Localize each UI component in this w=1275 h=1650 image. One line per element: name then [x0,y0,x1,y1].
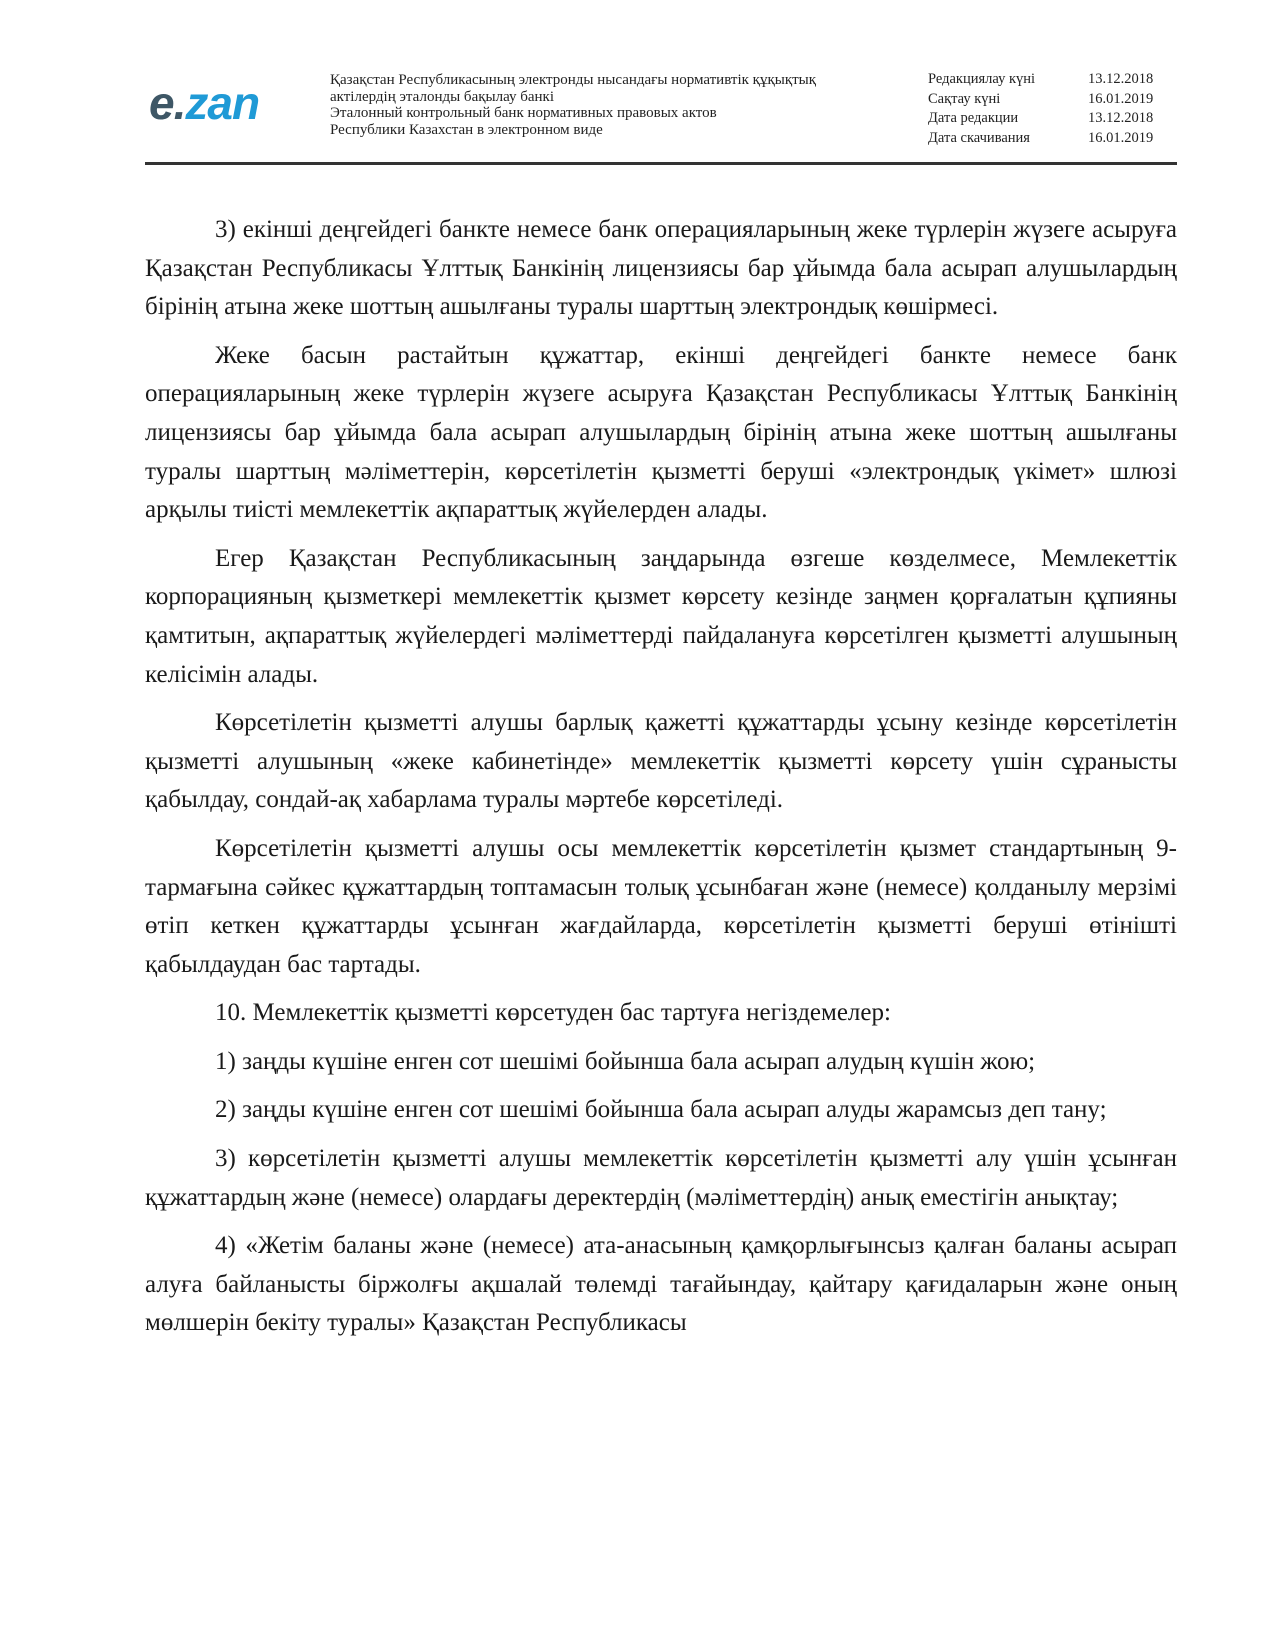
meta-row [928,109,1178,129]
header-title-line: Республики Казахстан в электронном виде [330,121,603,138]
document-header [145,66,1177,162]
meta-value: 16.01.2019 [1088,90,1154,107]
meta-label: Редакциялау күні [928,71,1036,87]
meta-label: Дата редакции [928,110,1019,126]
header-title-line: Эталонный контрольный банк нормативных правовых актов [330,105,717,121]
body-paragraph: 2) заңды күшіне енген сот шешімі бойынша бала асырап алуды жарамсыз деп тану; [215,1096,1107,1124]
body-paragraph: Егер Қазақстан Республикасының заңдарында өзгеше көзделмесе, Мемлекеттік корпорацияның қызметкері мемлекеттік қызмет көрсету кезінде заңмен қорғалатын құпияны қамтитын, ақпараттық жүйелердегі мәліметтерді пайдалануға көрсетілген қызметті алушының келісімін алады. [145,544,1177,688]
meta-value: 13.12.2018 [1088,71,1154,87]
meta-label: Сақтау күні [928,90,1001,107]
header-title [330,72,890,138]
document-body [145,211,1177,1353]
body-paragraph: Көрсетілетін қызметті алушы осы мемлекеттік көрсетілетін қызмет стандартының 9-тармағына сәйкес құжаттардың топтамасын толық ұсынбаған және (немесе) қолданылу мерзімі өтіп кеткен құжаттарды ұсынған жағдайларда, көрсетілетін қызметті беруші өтінішті қабылдаудан бас тартады. [145,834,1177,978]
body-paragraph: 3) екінші деңгейдегі банкте немесе банк операцияларының жеке түрлерін жүзеге асыруға Қазақстан Республикасы Ұлттық Банкінің лицензиясы бар ұйымда бала асырап алушылардың бірінің атына жеке шоттың ашылғаны туралы шарттың электрондық көшірмесі. [145,216,1177,321]
meta-row [928,90,1178,110]
header-title-line: Қазақстан Республикасының электронды нысандағы нормативтік құқықтық [330,72,817,88]
meta-row [928,70,1178,90]
logo-zan: zan [185,77,260,129]
ezan-logo [149,77,260,129]
body-paragraph: 4) «Жетім баланы және (немесе) ата-анасының қамқорлығынсыз қалған баланы асырап алуға байланысты біржолғы ақшалай төлемді тағайындау, қайтару қағидаларын және оның мөлшерін бекіту туралы» Қазақстан Республикасы [145,1232,1177,1337]
header-meta-table [928,70,1178,148]
logo-dot: . [173,77,186,129]
body-paragraph: 1) заңды күшіне енген сот шешімі бойынша бала асырап алудың күшін жою; [215,1047,1036,1075]
body-paragraph: Жеке басын растайтын құжаттар, екінші деңгейдегі банкте немесе банк операцияларының жеке түрлерін жүзеге асыруға Қазақстан Республикасы Ұлттық Банкінің лицензиясы бар ұйымда бала асырап алушылардың бірінің атына жеке шоттың ашылғаны туралы шарттың мәліметтерін, көрсетілетін қызметті беруші «электрондық үкімет» шлюзі арқылы тиісті мемлекеттік ақпараттық жүйелерден алады. [145,341,1177,524]
meta-label: Дата скачивания [928,129,1030,146]
body-paragraph: 10. Мемлекеттік қызметті көрсетуден бас тартуға негіздемелер: [215,999,891,1027]
meta-value: 13.12.2018 [1088,110,1154,126]
meta-value: 16.01.2019 [1088,129,1154,146]
logo-e: e [149,77,174,129]
body-paragraph: Көрсетілетін қызметті алушы барлық қажетті құжаттарды ұсыну кезінде көрсетілетін қызметті алушының «жеке кабинетінде» мемлекеттік қызметті көрсету үшін сұранысты қабылдау, сондай-ақ хабарлама туралы мәртебе көрсетіледі. [145,709,1177,814]
meta-row [928,129,1178,149]
header-title-line: актілердің эталонды бақылау банкі [330,88,554,105]
header-divider [145,162,1177,165]
body-paragraph: 3) көрсетілетін қызметті алушы мемлекеттік көрсетілетін қызметті алу үшін ұсынған құжаттардың және (немесе) олардағы деректердің (мәліметтердің) анық еместігін анықтау; [145,1145,1177,1211]
